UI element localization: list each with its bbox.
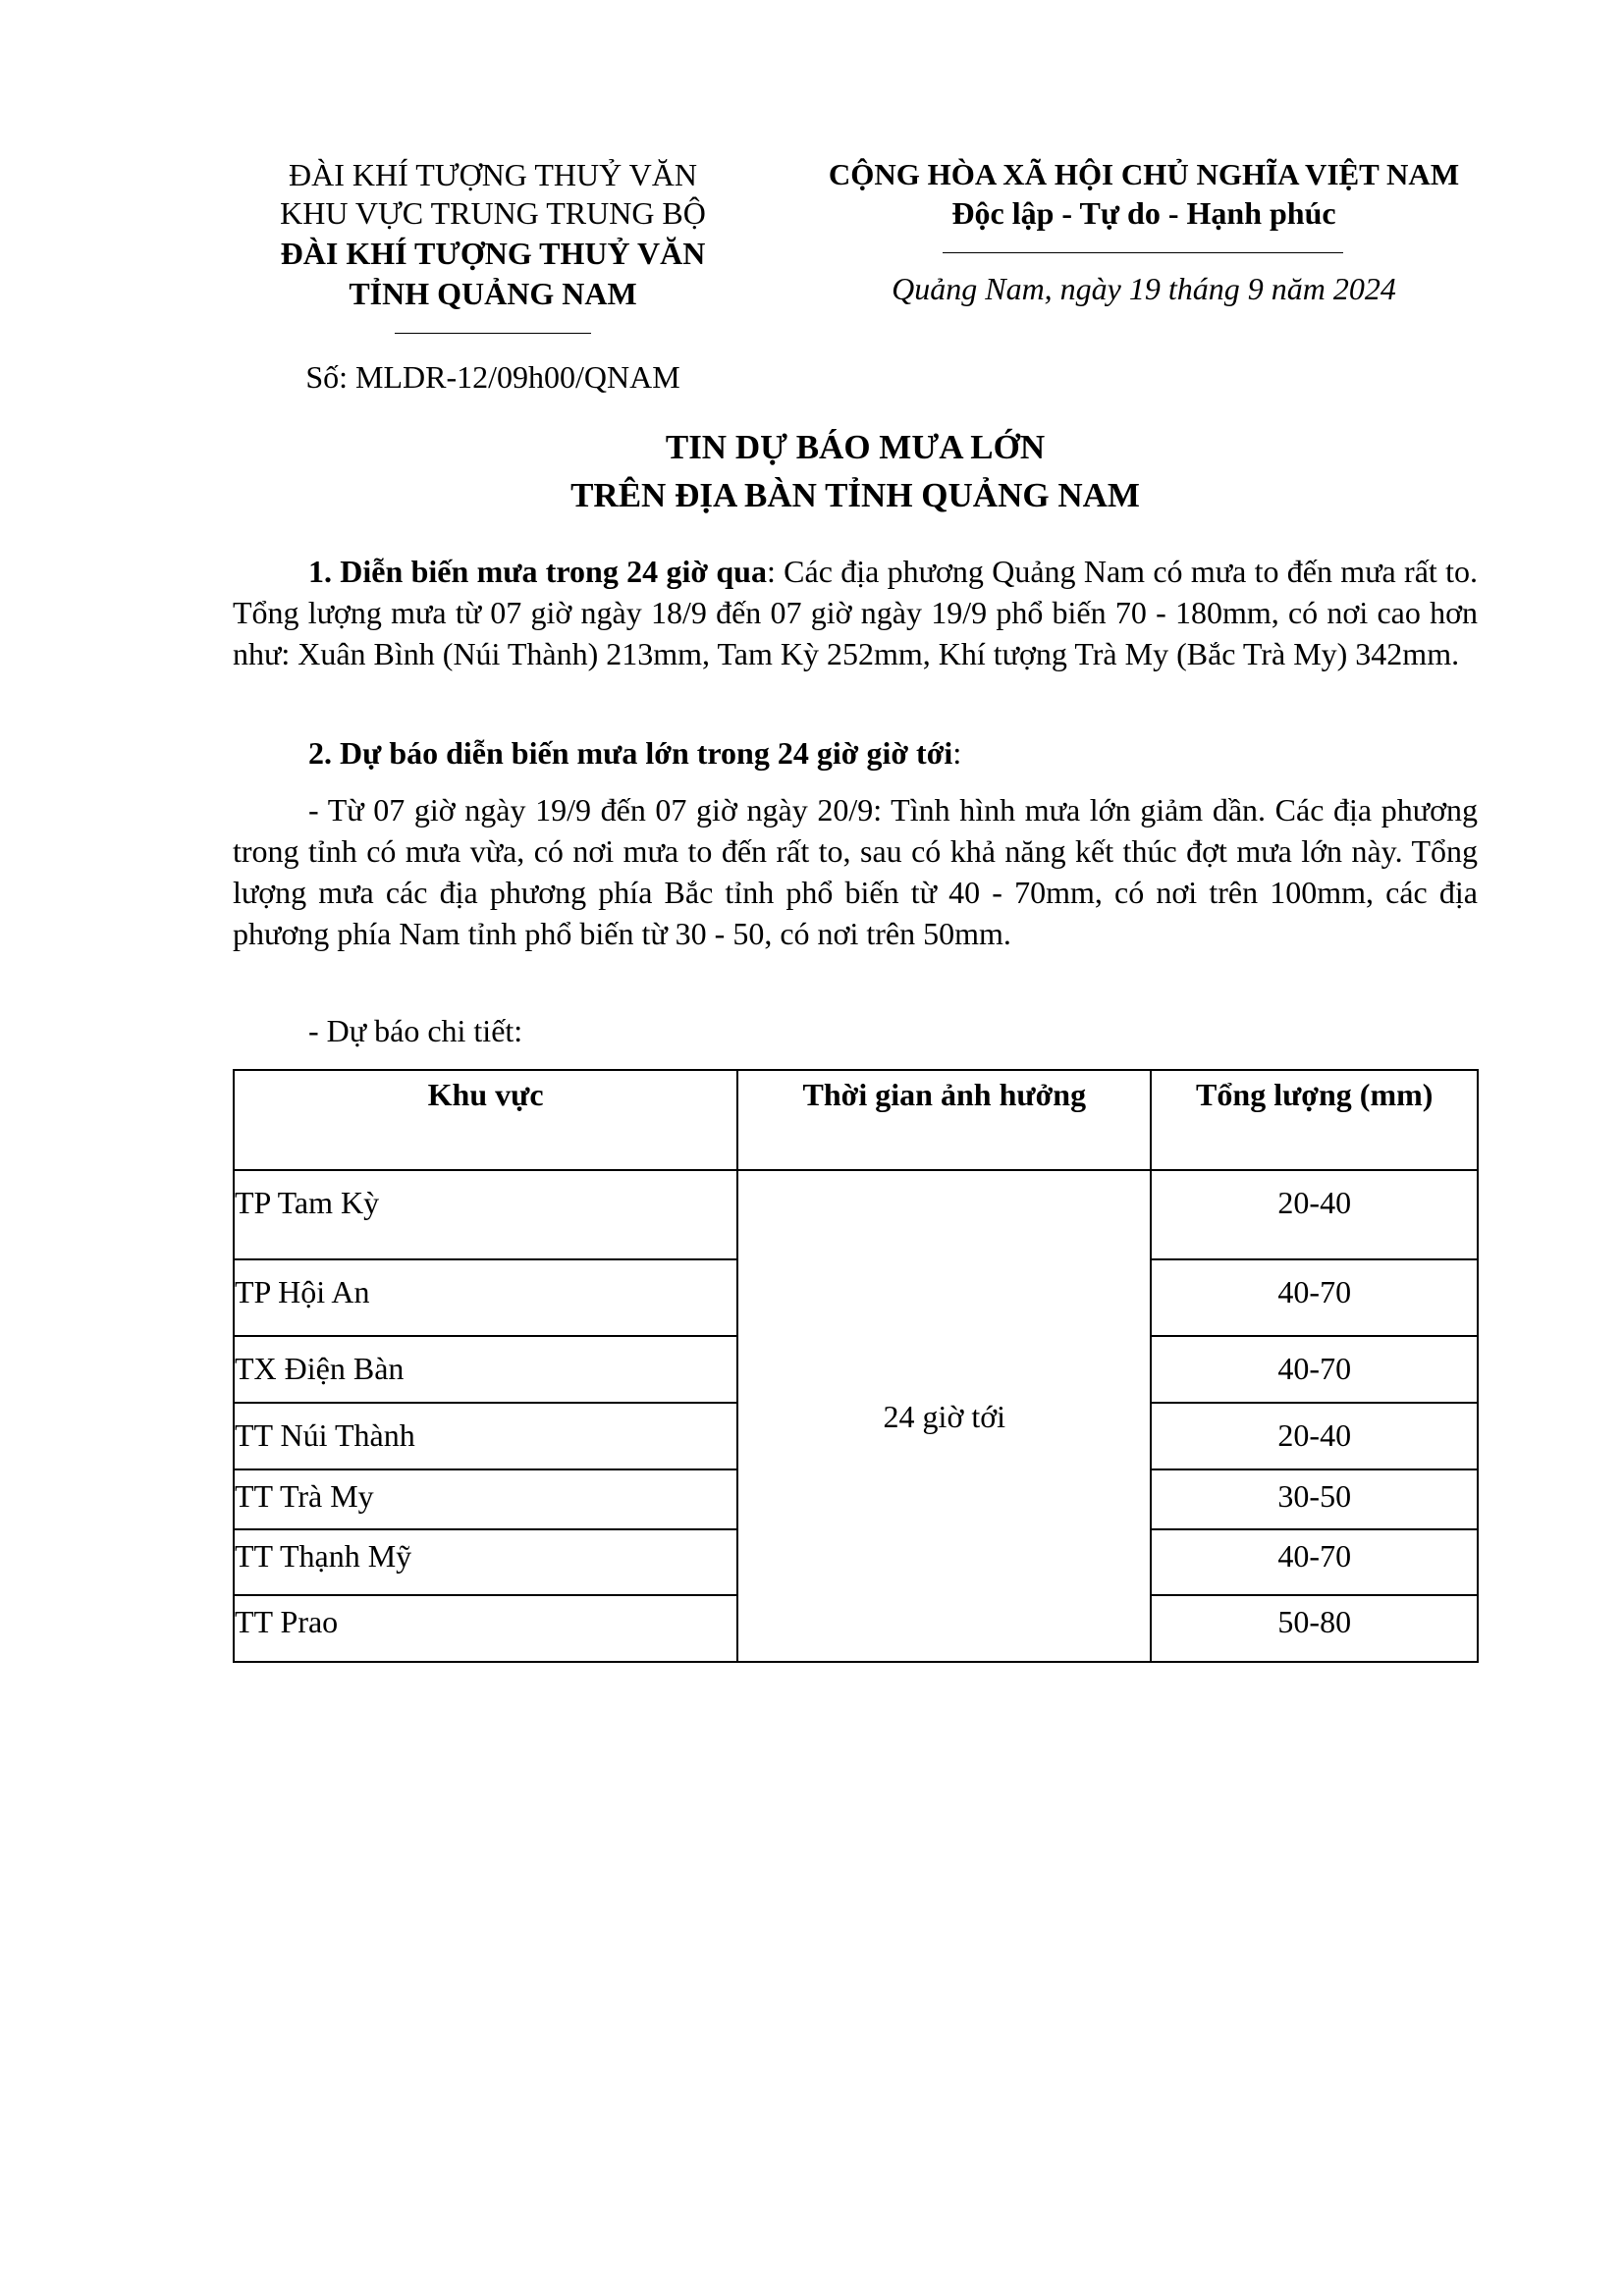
header-right-divider (943, 252, 1343, 253)
section-2-heading: 2. Dự báo diễn biến mưa lớn trong 24 giờ giờ tới (308, 735, 953, 771)
national-title: CỘNG HÒA XÃ HỘI CHỦ NGHĨA VIỆT NAM (828, 157, 1460, 191)
section-1 (233, 551, 1478, 674)
section-2-heading-suffix: : (952, 735, 962, 771)
area-cell: TP Tam Kỳ (234, 1170, 737, 1259)
header-amount: Tổng lượng (mm) (1151, 1070, 1478, 1170)
area-cell: TT Thạnh Mỹ (234, 1529, 737, 1595)
section-1-text: : Các địa phương Quảng Nam có mưa to đến mưa rất to. Tổng lượng mưa từ 07 giờ ngày 18/9 đến 07 giờ ngày 19/9 phổ biến 70 - 180mm, có nơi cao hơn như: Xuân Bình (Núi Thành) 213mm, Tam Kỳ 252mm, Khí tượng Trà My (Bắc Trà My) 342mm. (233, 554, 1479, 671)
amount-cell: 40-70 (1151, 1259, 1478, 1336)
document-number: Số: MLDR-12/09h00/QNAM (305, 359, 680, 395)
amount-cell: 20-40 (1151, 1403, 1478, 1469)
area-cell: TX Điện Bàn (234, 1336, 737, 1403)
header-time: Thời gian ảnh hưởng (737, 1070, 1151, 1170)
time-cell: 24 giờ tới (737, 1170, 1151, 1662)
header-left-divider (395, 333, 591, 334)
title-line1: TIN DỰ BÁO MƯA LỚN (665, 428, 1046, 466)
section-2-paragraph: - Từ 07 giờ ngày 19/9 đến 07 giờ ngày 20/9: Tình hình mưa lớn giảm dần. Các địa phương trong tỉnh có mưa vừa, có nơi mưa to đến rất to, sau có khả năng kết thúc đợt mưa lớn này. Tổng lượng mưa các địa phương phía Bắc tỉnh phổ biến từ 40 - 70mm, có nơi trên 100mm, các địa phương phía Nam tỉnh phổ biến từ 30 - 50, có nơi trên 50mm. (233, 792, 1478, 951)
amount-cell: 20-40 (1151, 1170, 1478, 1259)
amount-cell: 50-80 (1151, 1595, 1478, 1662)
table-row (234, 1170, 1478, 1259)
section-1-heading: 1. Diễn biến mưa trong 24 giờ qua (308, 554, 767, 589)
national-motto: Độc lập - Tự do - Hạnh phúc (951, 195, 1336, 231)
amount-cell: 30-50 (1151, 1469, 1478, 1529)
amount-cell: 40-70 (1151, 1529, 1478, 1595)
amount-cell: 40-70 (1151, 1336, 1478, 1403)
document-date: Quảng Nam, ngày 19 tháng 9 năm 2024 (892, 271, 1396, 306)
area-cell: TP Hội An (234, 1259, 737, 1336)
forecast-table (233, 1069, 1479, 1663)
area-cell: TT Núi Thành (234, 1403, 737, 1469)
area-cell: TT Trà My (234, 1469, 737, 1529)
section-2-heading-line (233, 732, 1478, 774)
detail-label: - Dự báo chi tiết: (308, 1013, 523, 1048)
header-area: Khu vực (234, 1070, 737, 1170)
agency-name-line2: TỈNH QUẢNG NAM (349, 276, 637, 311)
agency-parent-line1: ĐÀI KHÍ TƯỢNG THUỶ VĂN (289, 157, 697, 192)
agency-name-line1: ĐÀI KHÍ TƯỢNG THUỶ VĂN (280, 236, 706, 271)
area-cell: TT Prao (234, 1595, 737, 1662)
agency-parent-line2: KHU VỰC TRUNG TRUNG BỘ (280, 195, 706, 231)
title-line2: TRÊN ĐỊA BÀN TỈNH QUẢNG NAM (570, 476, 1140, 514)
table-header-row (234, 1070, 1478, 1170)
